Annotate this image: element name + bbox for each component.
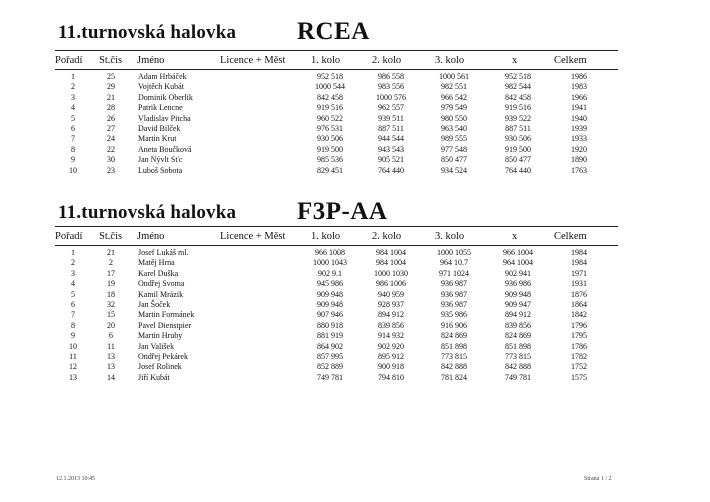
row-round1: 909 948 [317,299,343,309]
row-name: Ondřej Pekárek [138,351,188,361]
row-name: Ondřej Svoma [138,279,185,289]
header-licence: Licence + Měst [220,231,286,242]
row-position: 6 [71,299,75,309]
row-round2: 986 558 [378,72,404,81]
row-start-no: 18 [107,289,115,299]
row-x: 982 544 [505,82,531,92]
row-round1: 930 506 [317,134,343,144]
row-name: Vladislav Pitcha [138,113,191,123]
table-row [55,114,618,124]
row-x: 842 888 [505,362,531,372]
results-section-f3p-aa [55,198,618,382]
row-round1: 829 451 [317,165,343,175]
row-round3: 971 1024 [439,268,469,278]
row-round2: 939 511 [378,113,404,123]
table-header [55,55,618,69]
row-x: 824 869 [505,331,531,341]
row-round2: 902 920 [378,341,404,351]
row-start-no: 13 [107,351,115,361]
row-total: 1971 [571,268,587,278]
row-round1: 919 500 [317,144,343,154]
row-round3: 1000 561 [439,72,469,81]
row-name: Jiří Kubát [138,372,170,382]
row-start-no: 15 [107,310,115,320]
row-total: 1795 [571,331,587,341]
row-position: 2 [71,258,75,268]
row-total: 1864 [571,299,587,309]
row-round3: 773 815 [441,351,467,361]
header-top-rule [55,50,618,51]
row-round1: 880 918 [317,320,343,330]
row-position: 6 [71,123,75,133]
row-start-no: 11 [107,341,115,351]
row-position: 13 [69,372,77,382]
row-round2: 914 932 [378,331,404,341]
row-round3: 964 10.7 [440,258,468,268]
row-position: 3 [71,268,75,278]
table-row [55,155,618,165]
print-timestamp: 12.1.2013 10:45 [56,476,96,482]
row-position: 10 [69,165,77,175]
row-round2: 962 557 [378,103,404,113]
row-start-no: 2 [109,258,113,268]
row-name: Pavel Dienstpier [138,320,192,330]
header-licence: Licence + Měst [220,55,286,66]
row-name: Adam Hrbáček [138,72,187,81]
row-round3: 824 869 [441,331,467,341]
row-round1: 976 531 [317,123,343,133]
category-title: F3P-AA [297,198,388,225]
row-name: Josef Rolinek [138,362,182,372]
row-round2: 794 810 [378,372,404,382]
header-round1: 1. kolo [311,55,341,66]
table-row [55,82,618,92]
table-row [55,248,618,258]
row-total: 1931 [571,279,587,289]
table-row [55,145,618,155]
row-round3: 934 524 [441,165,467,175]
header-round2: 2. kolo [372,55,402,66]
row-start-no: 19 [107,279,115,289]
row-x: 919 500 [505,144,531,154]
row-start-no: 14 [107,372,115,382]
table-row [55,321,618,331]
row-round1: 960 522 [317,113,343,123]
row-position: 4 [71,279,75,289]
row-name: David Bilček [138,123,181,133]
row-start-no: 24 [107,134,115,144]
table-row [55,373,618,383]
table-row [55,342,618,352]
row-total: 1984 [571,248,587,257]
table-row [55,269,618,279]
header-top-rule [55,226,618,227]
row-round1: 985 536 [317,155,343,165]
table-row [55,93,618,103]
row-position: 7 [71,310,75,320]
header-total: Celkem [554,55,587,66]
row-total: 1986 [571,72,587,81]
row-round1: 1000 544 [315,82,345,92]
results-section-rcea [55,18,618,175]
row-round2: 900 918 [378,362,404,372]
row-x: 851 898 [505,341,531,351]
row-total: 1983 [571,82,587,92]
row-name: Kamil Mrázik [138,289,184,299]
row-name: Aneta Boučková [138,144,192,154]
header-bottom-rule [55,69,618,70]
row-x: 839 856 [505,320,531,330]
row-round2: 944 544 [378,134,404,144]
row-start-no: 20 [107,320,115,330]
header-x: x [512,55,518,66]
row-x: 939 522 [505,113,531,123]
row-total: 1890 [571,155,587,165]
row-round1: 919 516 [317,103,343,113]
row-total: 1939 [571,123,587,133]
header-name: Jméno [137,231,165,242]
row-x: 749 781 [505,372,531,382]
row-round1: 864 902 [317,341,343,351]
row-start-no: 27 [107,123,115,133]
row-round2: 905 521 [378,155,404,165]
row-position: 12 [69,362,77,372]
table-row [55,134,618,144]
row-position: 3 [71,92,75,102]
row-round1: 907 946 [317,310,343,320]
header-start-no: St.čís [99,231,123,242]
row-round1: 952 518 [317,72,343,81]
row-x: 887 511 [505,123,531,133]
table-row [55,72,618,82]
row-position: 4 [71,103,75,113]
header-x: x [512,231,518,242]
row-round2: 983 556 [378,82,404,92]
row-round2: 894 912 [378,310,404,320]
row-round2: 986 1006 [376,279,406,289]
row-position: 5 [71,113,75,123]
results-rows [55,248,618,383]
row-round2: 984 1004 [376,258,406,268]
row-name: Martin Krut [138,134,177,144]
row-x: 773 815 [505,351,531,361]
header-bottom-rule [55,245,618,246]
row-start-no: 22 [107,144,115,154]
header-position: Pořadí [55,55,83,66]
row-total: 1575 [571,372,587,382]
table-row [55,258,618,268]
results-rows [55,72,618,176]
table-row [55,166,618,176]
row-start-no: 23 [107,165,115,175]
table-row [55,310,618,320]
row-total: 1984 [571,258,587,268]
row-position: 9 [71,155,75,165]
row-round2: 1000 1030 [374,268,408,278]
row-round3: 936 987 [441,299,467,309]
row-position: 10 [69,341,77,351]
row-round3: 851 898 [441,341,467,351]
row-start-no: 21 [107,92,115,102]
row-round2: 764 440 [378,165,404,175]
row-round1: 909 948 [317,289,343,299]
row-name: Jan Nývlt Sťc [138,155,183,165]
row-start-no: 32 [107,299,115,309]
section-title-row [55,200,618,228]
header-position: Pořadí [55,231,83,242]
row-round1: 749 781 [317,372,343,382]
header-round1: 1. kolo [311,231,341,242]
row-round1: 902 9.1 [318,268,342,278]
row-total: 1876 [571,289,587,299]
row-total: 1933 [571,134,587,144]
row-round3: 982 551 [441,82,467,92]
header-name: Jméno [137,55,165,66]
row-round3: 781 824 [441,372,467,382]
table-row [55,331,618,341]
row-total: 1786 [571,341,587,351]
row-x: 930 506 [505,134,531,144]
row-position: 7 [71,134,75,144]
row-start-no: 17 [107,268,115,278]
row-x: 936 986 [505,279,531,289]
row-name: Luboš Sobota [138,165,183,175]
row-round3: 916 906 [441,320,467,330]
table-row [55,290,618,300]
row-position: 8 [71,144,75,154]
row-round3: 936 987 [441,279,467,289]
table-row [55,279,618,289]
row-name: Matěj Hrna [138,258,175,268]
row-round3: 966 542 [441,92,467,102]
row-name: Karel Duška [138,268,179,278]
row-round1: 852 889 [317,362,343,372]
row-start-no: 30 [107,155,115,165]
row-x: 764 440 [505,165,531,175]
row-round3: 989 555 [441,134,467,144]
row-round2: 887 511 [378,123,404,133]
row-total: 1752 [571,362,587,372]
row-total: 1941 [571,103,587,113]
row-round3: 979 549 [441,103,467,113]
row-name: Patrik Lencne [138,103,183,113]
header-start-no: St.čís [99,55,123,66]
header-total: Celkem [554,231,587,242]
row-round1: 857 995 [317,351,343,361]
row-position: 9 [71,331,75,341]
row-start-no: 21 [107,248,115,257]
row-total: 1940 [571,113,587,123]
row-round3: 842 888 [441,362,467,372]
header-round3: 3. kolo [435,231,465,242]
row-start-no: 6 [109,331,113,341]
row-start-no: 28 [107,103,115,113]
event-title: 11.turnovská halovka [58,22,237,43]
row-x: 964 1004 [503,258,533,268]
row-round2: 940 959 [378,289,404,299]
row-name: Josef Lukáš ml. [138,248,189,257]
row-round2: 895 912 [378,351,404,361]
row-position: 5 [71,289,75,299]
row-x: 919 516 [505,103,531,113]
row-round3: 977 548 [441,144,467,154]
row-position: 2 [71,82,75,92]
table-row [55,362,618,372]
row-round2: 943 543 [378,144,404,154]
section-title-row [55,20,618,48]
row-position: 1 [71,72,75,81]
row-round1: 966 1008 [315,248,345,257]
row-round1: 842 458 [317,92,343,102]
row-round2: 984 1004 [376,248,406,257]
row-name: Jan Vališek [138,341,175,351]
row-round3: 850 477 [441,155,467,165]
event-title: 11.turnovská halovka [58,202,237,223]
row-total: 1763 [571,165,587,175]
row-total: 1920 [571,144,587,154]
row-round3: 935 986 [441,310,467,320]
table-row [55,124,618,134]
row-total: 1966 [571,92,587,102]
row-round3: 963 540 [441,123,467,133]
row-round1: 881 919 [317,331,343,341]
row-x: 909 947 [505,299,531,309]
table-row [55,352,618,362]
row-round1: 945 986 [317,279,343,289]
row-start-no: 29 [107,82,115,92]
row-position: 11 [69,351,77,361]
table-row [55,300,618,310]
page-number: Strana 1 / 2 [584,476,612,482]
row-x: 952 518 [505,72,531,81]
row-name: Dominik Oberlik [138,92,193,102]
table-header [55,231,618,245]
row-x: 850 477 [505,155,531,165]
table-row [55,103,618,113]
row-round3: 936 987 [441,289,467,299]
row-x: 966 1004 [503,248,533,257]
row-x: 909 948 [505,289,531,299]
row-round3: 980 550 [441,113,467,123]
row-x: 902 941 [505,268,531,278]
row-name: Martin Hruby [138,331,183,341]
row-position: 1 [71,248,75,257]
row-start-no: 13 [107,362,115,372]
row-position: 8 [71,320,75,330]
row-total: 1842 [571,310,587,320]
row-total: 1782 [571,351,587,361]
row-round3: 1000 1055 [437,248,471,257]
header-round3: 3. kolo [435,55,465,66]
row-name: Vojtěch Kubát [138,82,184,92]
row-x: 842 458 [505,92,531,102]
row-round1: 1000 1043 [313,258,347,268]
row-round2: 839 856 [378,320,404,330]
row-name: Jan Šoček [138,299,171,309]
row-name: Martin Formánek [138,310,195,320]
row-start-no: 26 [107,113,115,123]
row-round2: 928 937 [378,299,404,309]
row-round2: 1000 576 [376,92,406,102]
header-round2: 2. kolo [372,231,402,242]
row-start-no: 25 [107,72,115,81]
row-total: 1796 [571,320,587,330]
category-title: RCEA [297,18,370,45]
row-x: 894 912 [505,310,531,320]
